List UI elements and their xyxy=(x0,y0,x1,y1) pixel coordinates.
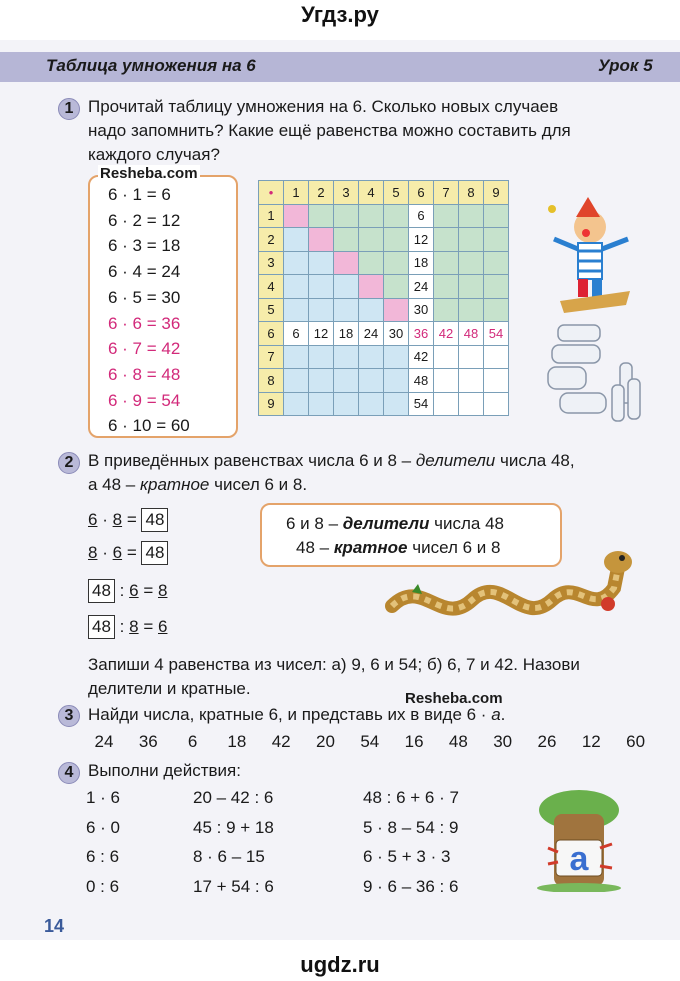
term-divisors: делители xyxy=(415,451,496,470)
table-cell xyxy=(434,275,459,299)
table-cell xyxy=(484,392,509,416)
expression: 20 – 42 : 6 xyxy=(193,788,274,807)
equation-line: 6 · 9 = 54 xyxy=(108,390,181,410)
table-cell xyxy=(459,251,484,275)
table-cell xyxy=(484,204,509,228)
table-cell xyxy=(384,369,409,393)
table-cell: 6 xyxy=(409,204,434,228)
factor: 8 xyxy=(112,510,123,529)
table-cell xyxy=(484,369,509,393)
table-row-header: 3 xyxy=(259,251,284,275)
table-cell xyxy=(334,369,359,393)
page-title: Таблица умножения на 6 xyxy=(46,56,256,75)
candidate-number: 6 xyxy=(187,732,198,751)
table-cell: 54 xyxy=(484,322,509,346)
table-cell xyxy=(309,275,334,299)
table-cell xyxy=(359,345,384,369)
equation-line: 6 · 5 = 30 xyxy=(108,287,181,307)
expression: 8 · 6 – 15 xyxy=(193,847,265,866)
expression: 9 · 6 – 36 : 6 xyxy=(363,876,459,896)
term-multiple: кратное xyxy=(140,475,210,494)
table-cell xyxy=(284,228,309,252)
table-cell xyxy=(459,345,484,369)
table-cell xyxy=(284,204,309,228)
divisor: 6 xyxy=(129,581,139,600)
table-cell xyxy=(334,204,359,228)
table-cell xyxy=(434,392,459,416)
ex2-equation-2 xyxy=(88,540,168,566)
candidate-number: 24 xyxy=(94,732,114,751)
expression: 6 : 6 xyxy=(86,847,120,866)
table-cell xyxy=(459,275,484,299)
table-cell xyxy=(284,345,309,369)
table-header-cell: 3 xyxy=(334,181,359,205)
divisor: 8 xyxy=(129,617,139,636)
table-cell: 48 xyxy=(459,322,484,346)
table-cell: 42 xyxy=(434,322,459,346)
ex2-task-line-2: делители и кратные. xyxy=(88,679,251,698)
equations-box xyxy=(88,165,238,438)
table-header-cell: 6 xyxy=(409,181,434,205)
operator: · xyxy=(102,510,108,529)
table-cell xyxy=(334,298,359,322)
expression: 17 + 54 : 6 xyxy=(193,876,274,896)
table-cell xyxy=(459,298,484,322)
table-cell xyxy=(434,228,459,252)
snake-icon xyxy=(392,551,632,611)
table-row-header: 7 xyxy=(259,345,284,369)
factor: 8 xyxy=(88,543,98,562)
table-row-header: 2 xyxy=(259,228,284,252)
table-header-cell: 2 xyxy=(309,181,334,205)
ex1-text-line-2: надо запомнить? Какие ещё равенства можно составить для xyxy=(88,121,571,140)
table-cell: 36 xyxy=(409,322,434,346)
tree-illustration xyxy=(534,788,624,892)
candidate-number: 48 xyxy=(448,732,468,751)
multiplication-table xyxy=(258,180,509,416)
table-cell xyxy=(384,251,409,275)
definition-line-1 xyxy=(286,511,504,537)
ex2-text-2c: чисел 6 и 8. xyxy=(209,475,308,494)
lesson-label: Урок 5 xyxy=(598,56,653,75)
table-cell xyxy=(334,251,359,275)
table-cell xyxy=(384,345,409,369)
ex3-text-c: . xyxy=(500,705,506,724)
clown-icon xyxy=(548,197,630,313)
table-cell xyxy=(359,392,384,416)
site-title-top: Угдз.ру xyxy=(301,2,379,27)
table-row-header: 4 xyxy=(259,275,284,299)
boxed-number: 48 xyxy=(141,508,168,532)
table-cell xyxy=(484,345,509,369)
candidate-number: 26 xyxy=(537,732,557,751)
ex2-text-1c: числа 48, xyxy=(495,451,575,470)
tree-letter: a xyxy=(569,840,589,878)
table-cell xyxy=(459,392,484,416)
factor: 6 xyxy=(112,543,123,562)
table-cell: 18 xyxy=(334,322,359,346)
table-cell: 54 xyxy=(409,392,434,416)
equals: = xyxy=(126,543,137,562)
variable-a: a xyxy=(491,705,501,724)
table-row-header: 8 xyxy=(259,369,284,393)
equation-line: 6 · 7 = 42 xyxy=(108,339,181,359)
boxed-number: 48 xyxy=(88,579,115,603)
table-cell xyxy=(484,228,509,252)
exercise-number-2: 2 xyxy=(58,452,80,474)
expression: 5 · 8 – 54 : 9 xyxy=(363,817,459,837)
table-cell xyxy=(434,251,459,275)
table-cell xyxy=(334,345,359,369)
def2c: чисел 6 и 8 xyxy=(407,538,501,557)
table-row-header: 5 xyxy=(259,298,284,322)
expression: 1 · 6 xyxy=(86,788,121,807)
candidate-number: 42 xyxy=(271,732,291,751)
ex2-equation-1 xyxy=(88,507,168,533)
ex2-task-line-1: Запиши 4 равенства из чисел: а) 9, 6 и 54; б) 6, 7 и 42. Назови xyxy=(88,655,580,674)
table-cell: 30 xyxy=(384,322,409,346)
def2a: 48 – xyxy=(296,538,334,557)
equals: = xyxy=(143,581,154,600)
table-cell: 24 xyxy=(409,275,434,299)
def1-term: делители xyxy=(342,514,430,533)
header-band xyxy=(0,52,680,82)
exercise-number-1: 1 xyxy=(58,98,80,120)
table-cell xyxy=(359,275,384,299)
equation-line: 6 · 4 = 24 xyxy=(108,262,181,282)
table-cell xyxy=(359,228,384,252)
table-cell xyxy=(434,369,459,393)
equation-line: 6 · 1 = 6 xyxy=(108,185,171,204)
candidate-number: 16 xyxy=(404,732,424,751)
table-cell xyxy=(284,251,309,275)
table-cell xyxy=(434,345,459,369)
boxed-number: 48 xyxy=(141,541,168,565)
table-cell: 6 xyxy=(284,322,309,346)
table-cell xyxy=(359,369,384,393)
table-cell xyxy=(384,228,409,252)
table-cell xyxy=(309,251,334,275)
table-cell xyxy=(484,275,509,299)
table-cell: 42 xyxy=(409,345,434,369)
table-cell xyxy=(284,369,309,393)
table-header-cell: 5 xyxy=(384,181,409,205)
snake-illustration xyxy=(382,548,642,640)
equation-line: 6 · 8 = 48 xyxy=(108,364,181,384)
candidate-number: 20 xyxy=(316,732,335,751)
equation-line: 6 · 3 = 18 xyxy=(108,236,181,256)
cylinders-icon xyxy=(548,325,640,421)
ex3-text-a: Найди числа, кратные 6, и представь их в виде 6 · xyxy=(88,705,492,724)
ex2-text-2a: а 48 – xyxy=(88,475,140,494)
table-cell xyxy=(309,228,334,252)
table-cell xyxy=(284,275,309,299)
operator: · xyxy=(102,543,108,562)
table-cell xyxy=(484,298,509,322)
expression: 0 : 6 xyxy=(86,876,120,896)
table-header-cell: 9 xyxy=(484,181,509,205)
table-cell xyxy=(459,369,484,393)
table-cell xyxy=(309,345,334,369)
table-cell xyxy=(309,204,334,228)
table-cell: 30 xyxy=(409,298,434,322)
table-row-header: 9 xyxy=(259,392,284,416)
table-cell xyxy=(334,392,359,416)
table-cell: 12 xyxy=(409,228,434,252)
candidate-number: 30 xyxy=(493,732,513,751)
divisor: 8 xyxy=(158,581,168,600)
watermark: Resheba.com xyxy=(100,165,198,182)
table-header-cell: 1 xyxy=(284,181,309,205)
table-header-cell: 4 xyxy=(359,181,384,205)
ex2-equation-3 xyxy=(88,578,167,604)
equation-line: 6 · 10 = 60 xyxy=(108,416,190,436)
equation-line: 6 · 6 = 36 xyxy=(108,313,181,333)
table-cell xyxy=(459,228,484,252)
table-cell: 24 xyxy=(359,322,384,346)
factor: 6 xyxy=(88,510,98,529)
table-cell xyxy=(384,204,409,228)
def1a: 6 и 8 – xyxy=(286,514,343,533)
table-cell xyxy=(434,298,459,322)
ex2-equation-4 xyxy=(88,614,167,640)
ex2-text-1a: В приведённых равенствах числа 6 и 8 – xyxy=(88,451,416,470)
table-cell xyxy=(284,392,309,416)
candidate-number: 54 xyxy=(360,732,380,751)
table-cell xyxy=(384,275,409,299)
divisor: 6 xyxy=(158,617,168,636)
candidate-number: 60 xyxy=(626,732,646,751)
table-cell: 12 xyxy=(309,322,334,346)
watermark-2: Resheba.com xyxy=(405,690,503,707)
table-cell xyxy=(359,298,384,322)
table-cell: 18 xyxy=(409,251,434,275)
table-header-cell: 7 xyxy=(434,181,459,205)
table-cell xyxy=(309,298,334,322)
def2-term: кратное xyxy=(333,538,408,557)
expression: 6 · 0 xyxy=(86,817,121,837)
ex1-text-line-1: Прочитай таблицу умножения на 6. Сколько новых случаев xyxy=(88,97,559,116)
ex2-text-line-1 xyxy=(88,448,575,474)
ex2-text-line-2 xyxy=(88,472,307,498)
operator: : xyxy=(119,581,125,600)
exercise-number-3: 3 xyxy=(58,705,80,727)
operator: : xyxy=(119,617,125,636)
expression: 45 : 9 + 18 xyxy=(193,817,274,837)
table-cell xyxy=(334,228,359,252)
expression: 6 · 5 + 3 · 3 xyxy=(363,847,451,866)
equation-line: 6 · 2 = 12 xyxy=(108,210,181,230)
boxed-number: 48 xyxy=(88,615,115,639)
table-cell xyxy=(484,251,509,275)
table-cell xyxy=(334,275,359,299)
site-title-bottom: ugdz.ru xyxy=(300,952,380,977)
table-row-header: 1 xyxy=(259,204,284,228)
candidate-number: 36 xyxy=(138,732,158,751)
expression: 48 : 6 + 6 · 7 xyxy=(363,788,459,807)
table-cell xyxy=(309,392,334,416)
table-cell: 48 xyxy=(409,369,434,393)
table-cell xyxy=(284,298,309,322)
table-cell xyxy=(309,369,334,393)
table-cell xyxy=(359,204,384,228)
exercise-number-4: 4 xyxy=(58,762,80,784)
ex4-title: Выполни действия: xyxy=(88,761,241,780)
table-cell xyxy=(359,251,384,275)
equals: = xyxy=(143,617,154,636)
table-row-header: 6 xyxy=(259,322,284,346)
def1c: числа 48 xyxy=(429,514,505,533)
table-corner: • xyxy=(259,181,284,205)
table-header-cell: 8 xyxy=(459,181,484,205)
equals: = xyxy=(126,510,137,529)
table-cell xyxy=(434,204,459,228)
candidate-number: 18 xyxy=(227,732,247,751)
ex1-text-line-3: каждого случая? xyxy=(88,145,220,164)
ex3-text xyxy=(88,702,505,728)
clown-illustration xyxy=(540,195,650,430)
candidate-number: 12 xyxy=(581,732,601,751)
table-cell xyxy=(459,204,484,228)
table-cell xyxy=(384,298,409,322)
page-number: 14 xyxy=(44,916,65,936)
table-cell xyxy=(384,392,409,416)
